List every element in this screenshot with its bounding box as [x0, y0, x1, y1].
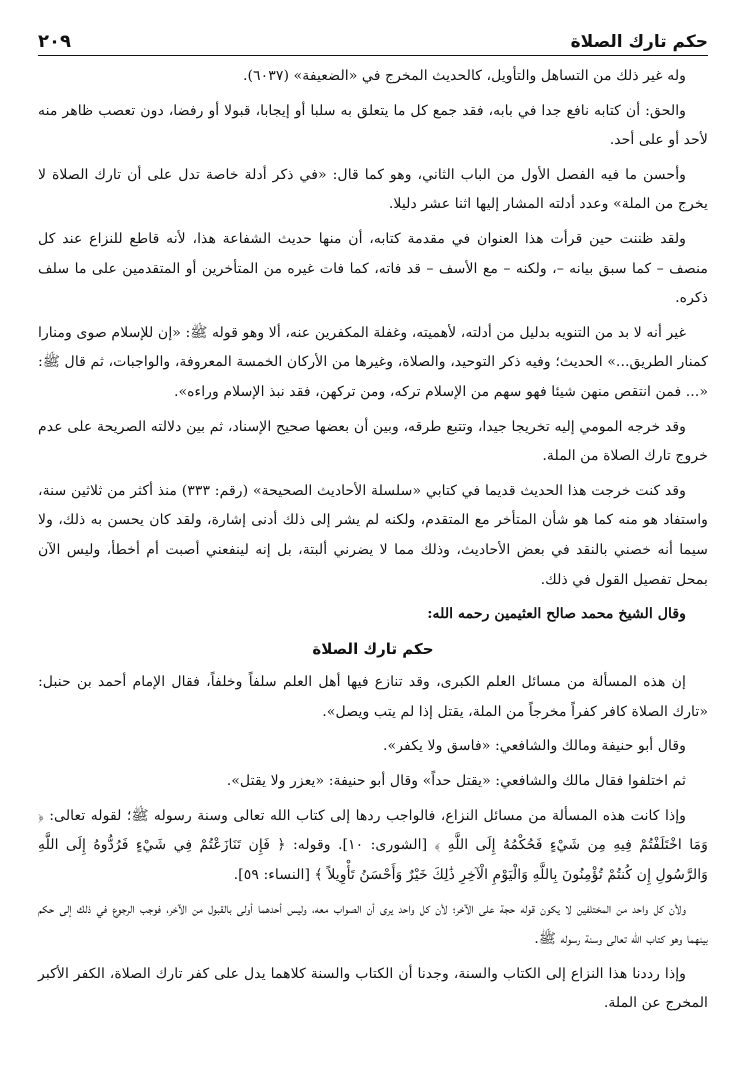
paragraph: ثم اختلفوا فقال مالك والشافعي: «يقتل حداً» وقال أبو حنيفة: «يعزر ولا يقتل».	[226, 773, 686, 790]
header-title: حكم تارك الصلاة	[570, 32, 708, 52]
paragraph: وقد كنت خرجت هذا الحديث قديما في كتابي «سلسلة الأحاديث الصحيحة» (رقم: ٣٣٣) منذ أكثر من ثلاثين سنة، واستفاد هو منه كما هو شأن المتأخر مع المتقدم، ولكنه لم يشر إلى ذلك أدنى إشارة، ولقد كان يحسن به ذلك، ولا سيما أنه خصني بالنقد في بعض الأحاديث، وذلك مما لا يضرني ألبتة، بل إنه لينفعني أصبت أم أخطأ، وليس الآن بمحل تفصيل القول في ذلك.	[38, 482, 708, 588]
paragraph: ولقد ظننت حين قرأت هذا العنوان في مقدمة كتابه، أن منها حديث الشفاعة هذا، لأنه قاطع للنزاع عند كل منصف – كما سبق بيانه –، ولكنه – مع الأسف – قد فاته، كما فات غيره من المتأخرين أو المتقدمين على ما سلف ذكره.	[38, 230, 708, 307]
paragraph: ولأن كل واحد من المختلفين لا يكون قوله حجة على الآخر؛ لأن كل واحد يرى أن الصواب معه، وليس أحدهما أولى بالقبول من الآخر، فوجب الرجوع في ذلك إلى حكم بينهما وهو كتاب الله تعالى وسنة رسوله ﷺ.	[38, 901, 708, 948]
paragraph: والحق: أن كتابه نافع جدا في بابه، فقد جمع كل ما يتعلق به سلبا أو إيجابا، قبولا أو رفضا، دون تعصب ظاهر منه لأحد أو على أحد.	[38, 102, 708, 149]
page-number: ٢٠٩	[38, 31, 71, 52]
paragraph: وأحسن ما فيه الفصل الأول من الباب الثاني، وهو كما قال: «في ذكر أدلة خاصة تدل على أن تارك الصلاة لا يخرج من الملة» وعدد أدلته المشار إليها اثنا عشر دليلا.	[38, 166, 708, 213]
paragraph: وقد خرجه المومي إليه تخريجا جيدا، وتتبع طرقه، وبين أن بعضها صحيح الإسناد، ثم بين دلالته الصريحة على عدم خروج تارك الصلاة من الملة.	[38, 418, 708, 465]
paragraph: وله غير ذلك من التساهل والتأويل، كالحديث المخرج في «الضعيفة» (٦٠٣٧).	[242, 68, 686, 84]
paragraph: إن هذه المسألة من مسائل العلم الكبرى، وقد تنازع فيها أهل العلم سلفاً وخلفاً، فقال الإمام أحمد بن حنبل: «تارك الصلاة كافر كفراً مخرجاً من الملة، يقتل إذا لم يتب ويصل».	[38, 674, 708, 720]
running-header	[38, 22, 708, 56]
paragraph: وإذا رددنا هذا النزاع إلى الكتاب والسنة، وجدنا أن الكتاب والسنة كلاهما يدل على كفر تارك الصلاة، الكفر الأكبر المخرج عن الملة.	[38, 965, 708, 1012]
paragraph: وإذا كانت هذه المسألة من مسائل النزاع، فالواجب ردها إلى كتاب الله تعالى وسنة رسوله ﷺ؛ لقوله تعالى: ﴿ وَمَا اخْتَلَفْتُمْ فِيهِ مِن شَيْءٍ فَحُكْمُهُ إِلَى اللَّهِ ﴾ [الشورى: ١٠]. وقوله: ﴿ فَإِن تَنَازَعْتُمْ فِي شَيْءٍ فَرُدُّوهُ إِلَى اللَّهِ وَالرَّسُولِ إِن كُنتُمْ تُؤْمِنُونَ بِاللَّهِ وَالْيَوْمِ الْآخِرِ ذَٰلِكَ خَيْرٌ وَأَحْسَنُ تَأْوِيلاً ﴾ [النساء: ٥٩].	[38, 807, 708, 883]
speaker-line: وقال الشيخ محمد صالح العثيمين رحمه الله:	[427, 606, 686, 623]
paragraph: وقال أبو حنيفة ومالك والشافعي: «فاسق ولا يكفر».	[383, 738, 686, 755]
section-title: حكم تارك الصلاة	[312, 639, 434, 658]
page-body	[38, 62, 708, 1024]
paragraph: غير أنه لا بد من التنويه بدليل من أدلته، لأهميته، وغفلة المكفرين عنه، ألا وهو قوله ﷺ: «إن للإسلام صوى ومنارا كمنار الطريق...» الحديث؛ وفيه ذكر التوحيد، والصلاة، وغيرها من الأركان الخمسة المعروفة، والواجبات، ثم قال ﷺ: «... فمن انتقص منهن شيئا فهو سهم من الإسلام تركه، ومن تركهن، فقد نبذ الإسلام وراءه».	[38, 324, 708, 400]
